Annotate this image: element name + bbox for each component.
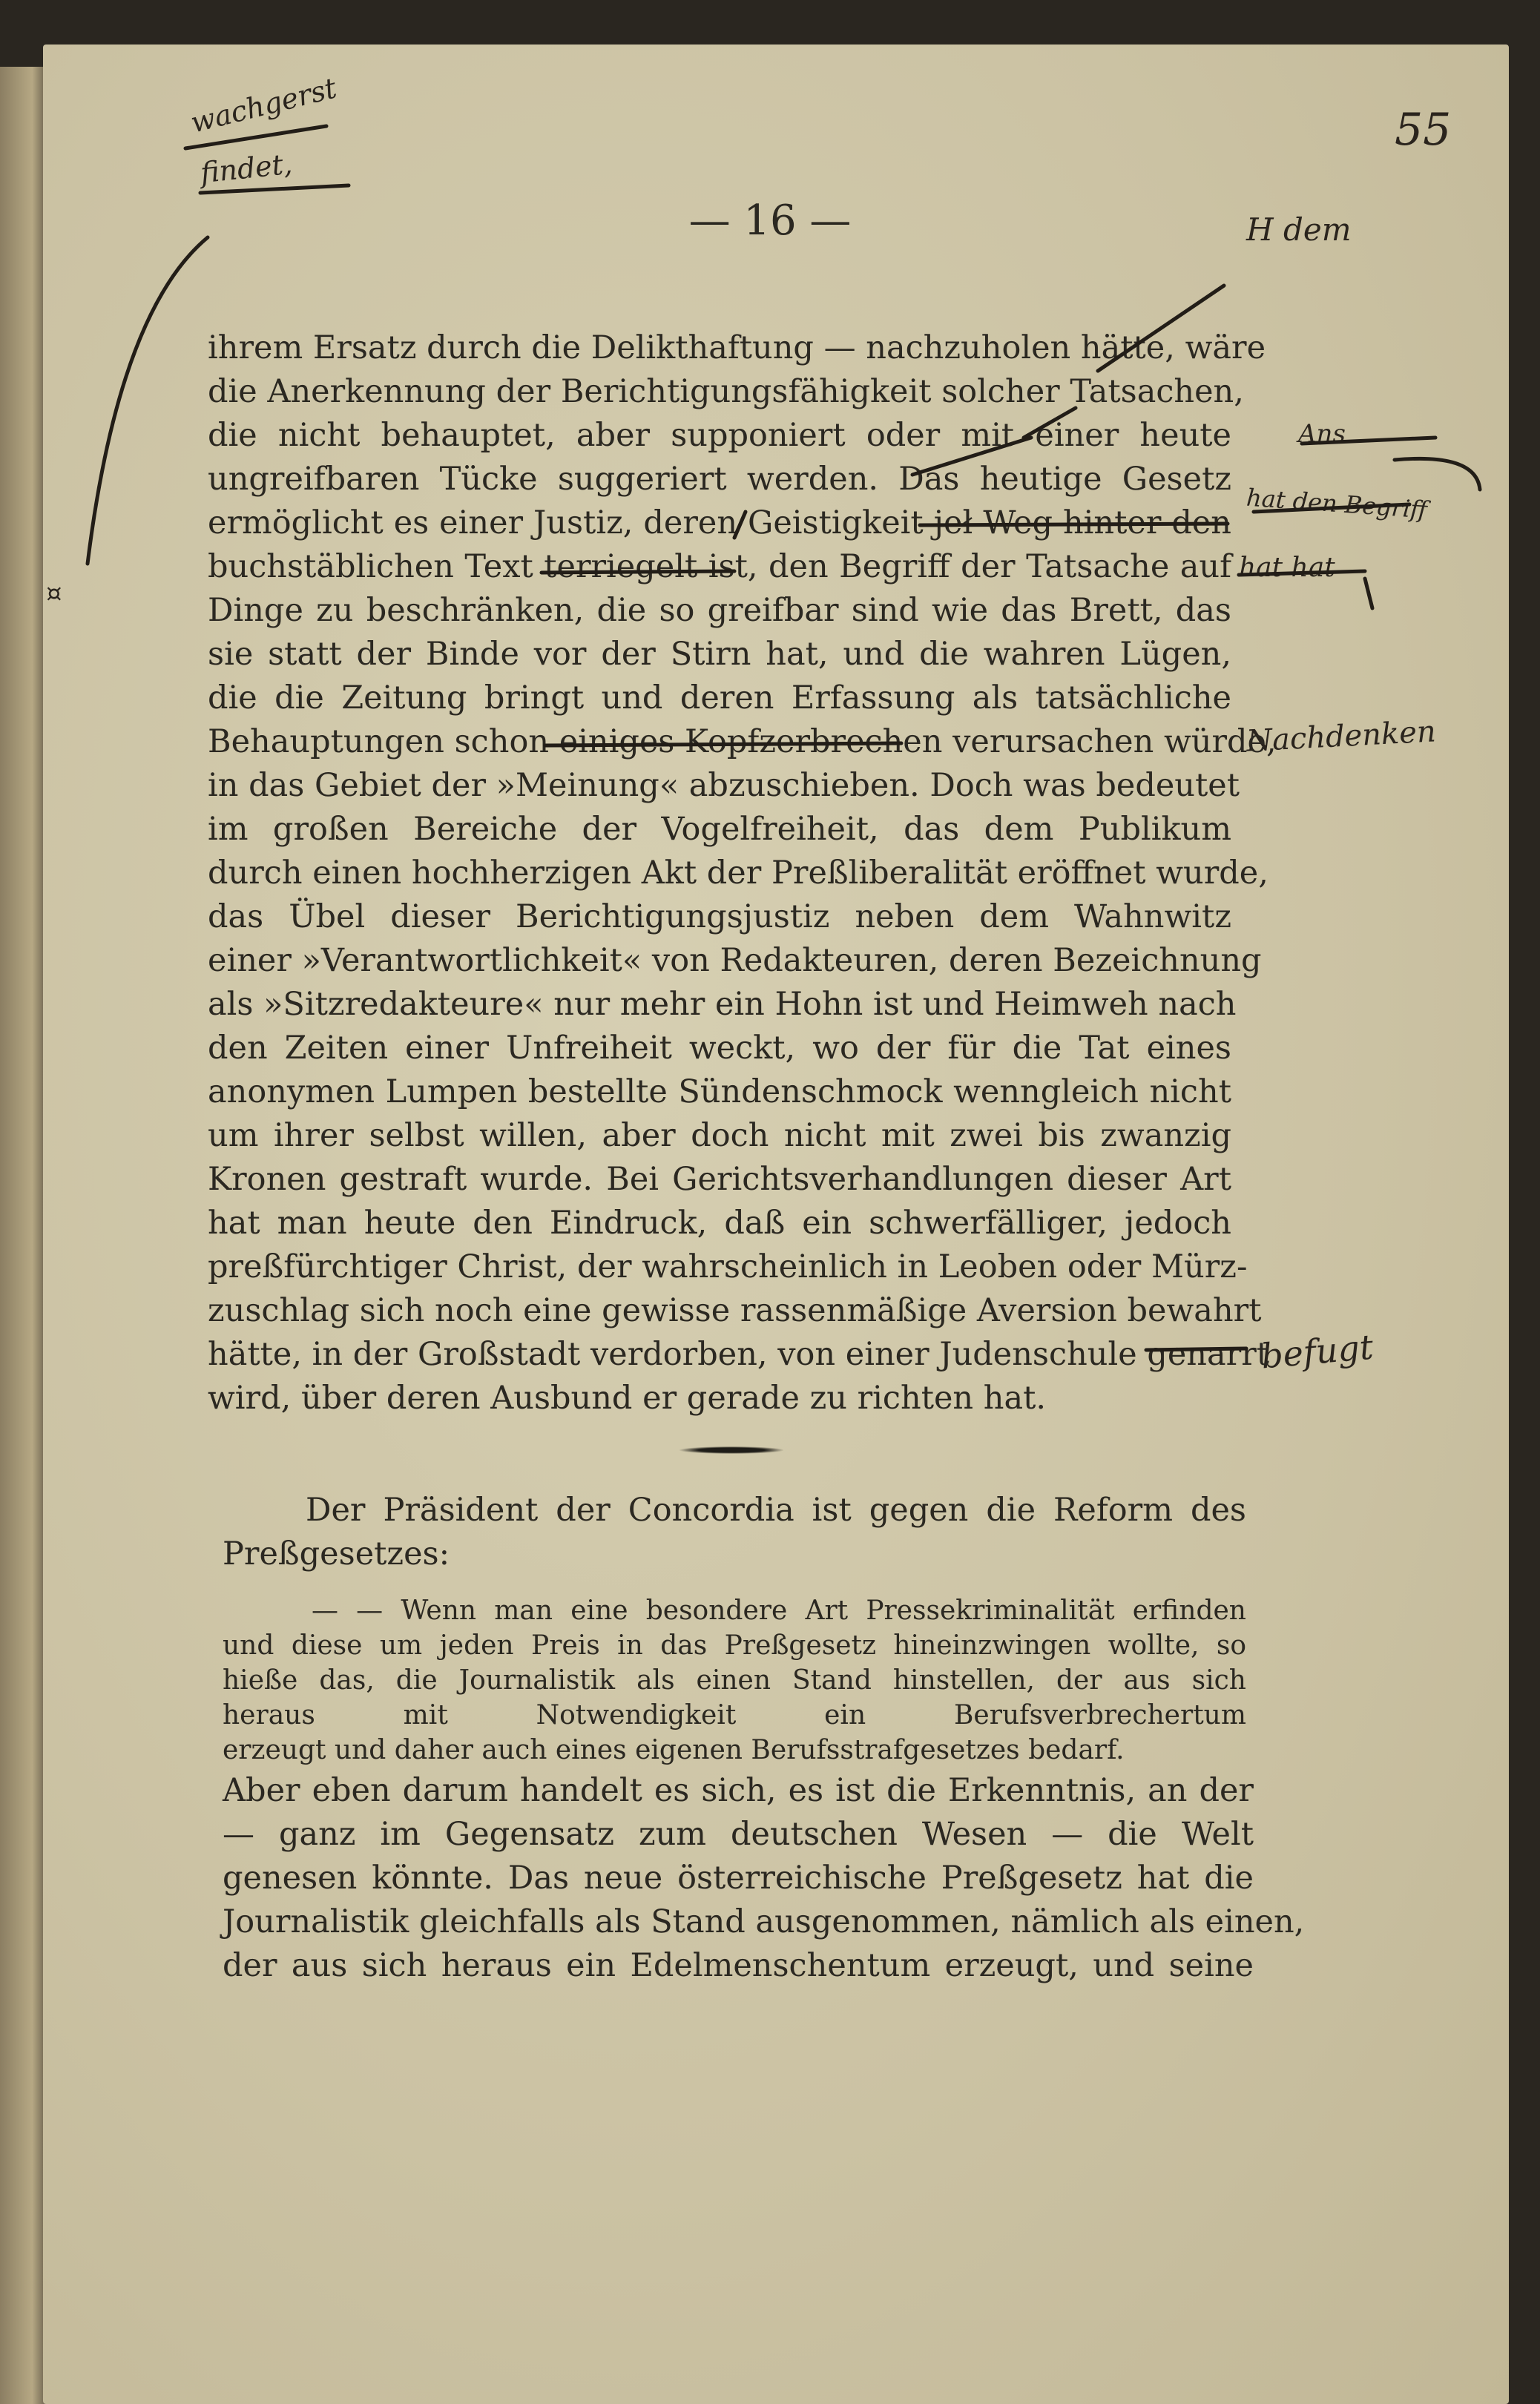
text-line: preßfürchtiger Christ, der wahrscheinlich in Leoben oder Mürz- — [208, 1248, 1248, 1285]
handwritten-margin-note-1: H dem — [1246, 211, 1352, 248]
text-line: in das Gebiet der »Meinung« abzuschieben. Doch was bedeutet — [208, 767, 1240, 804]
section-divider — [679, 1446, 783, 1454]
handwritten-margin-note-5: Nachdenken — [1245, 714, 1437, 759]
handwritten-left-mark: ¤ — [46, 579, 62, 608]
text-line: durch einen hochherzigen Akt der Preßliberalität eröffnet wurde, — [208, 854, 1268, 892]
handwritten-margin-note-2: Ans — [1298, 419, 1346, 449]
paragraph-3 — [223, 1769, 1305, 1988]
text-line: Aber eben darum handelt es sich, es ist die Erkenntnis, an der — [223, 1772, 1254, 1809]
text-line: der aus sich heraus ein Edelmenschentum erzeugt, und seine — [223, 1947, 1254, 1984]
text-line: den Zeiten einer Unfreiheit weckt, wo der für die Tat eines — [208, 1030, 1231, 1067]
text-line: — ganz im Gegensatz zum deutschen Wesen — die Welt — [223, 1816, 1254, 1853]
text-line: ungreifbaren Tücke suggeriert werden. Das heutige Gesetz — [208, 461, 1231, 498]
quote-line: und diese um jeden Preis in das Preßgesetz hineinzwingen wollte, so — [223, 1630, 1246, 1661]
paragraph-1 — [208, 326, 1277, 1420]
text-line: ermöglicht es einer Justiz, deren Geistigkeit jeł Weg hinter den — [208, 504, 1231, 541]
text-line: als »Sitzredakteure« nur mehr ein Hohn ist und Heimweh nach — [208, 986, 1237, 1023]
text-line: anonymen Lumpen bestellte Sündenschmock wenngleich nicht — [208, 1073, 1231, 1110]
paragraph-2 — [223, 1489, 1246, 1576]
quote-line: hieße das, die Journalistik als einen Stand hinstellen, der aus sich — [223, 1665, 1246, 1696]
text-line: hat man heute den Eindruck, daß ein schwerfälliger, jedoch — [208, 1205, 1231, 1242]
text-line: um ihrer selbst willen, aber doch nicht mit zwei bis zwanzig — [208, 1117, 1231, 1154]
quote-line: erzeugt und daher auch eines eigenen Berufsstrafgesetzes bedarf. — [223, 1735, 1125, 1765]
text-line: buchstäblichen Text terriegelt ist, den Begriff der Tatsache auf — [208, 548, 1231, 585]
text-line: einer »Verantwortlichkeit« von Redakteuren, deren Bezeichnung — [208, 942, 1262, 979]
handwritten-note-top-1: wachgerst — [187, 71, 340, 139]
block-quote — [223, 1593, 1246, 1768]
handwritten-margin-note-6: befugt — [1259, 1326, 1375, 1377]
text-line: Kronen gestraft wurde. Bei Gerichtsverhandlungen dieser Art — [208, 1161, 1231, 1198]
text-line: hätte, in der Großstadt verdorben, von einer Judenschule genarrt — [208, 1336, 1270, 1373]
text-line: wird, über deren Ausbund er gerade zu richten hat. — [208, 1380, 1047, 1417]
text-line: die die Zeitung bringt und deren Erfassung als tatsächliche — [208, 679, 1231, 717]
handwritten-folio-number: 55 — [1395, 104, 1452, 156]
page-number: — 16 — — [688, 197, 852, 245]
quote-line: heraus mit Notwendigkeit ein Berufsverbrechertum — [223, 1700, 1246, 1730]
quote-line: — — Wenn man eine besondere Art Pressekriminalität erfinden — [312, 1595, 1246, 1626]
text-line: genesen könnte. Das neue österreichische Preßgesetz hat die — [223, 1860, 1254, 1897]
book-binding — [0, 67, 46, 2404]
handwritten-margin-note-4: hat hat — [1239, 553, 1335, 583]
text-line: Dinge zu beschränken, die so greifbar sind wie das Brett, das — [208, 592, 1231, 629]
text-line: im großen Bereiche der Vogelfreiheit, das dem Publikum — [208, 811, 1231, 848]
text-line: die nicht behauptet, aber supponiert oder mit einer heute — [208, 417, 1231, 454]
text-line: die Anerkennung der Berichtigungsfähigkeit solcher Tatsachen, — [208, 373, 1244, 410]
text-line: Journalistik gleichfalls als Stand ausgenommen, nämlich als einen, — [223, 1903, 1305, 1940]
handwritten-margin-note-3: hat den Begriff — [1245, 483, 1429, 524]
text-line: zuschlag sich noch eine gewisse rassenmäßige Aversion bewahrt — [208, 1292, 1262, 1329]
text-line: ihrem Ersatz durch die Delikthaftung — nachzuholen hätte, wäre — [208, 329, 1266, 366]
text-line: Behauptungen schon einiges Kopfzerbrechen verursachen würde, — [208, 723, 1277, 760]
handwritten-note-top-2: findet, — [199, 147, 294, 190]
text-line: sie statt der Binde vor der Stirn hat, und die wahren Lügen, — [208, 636, 1231, 673]
text-line: Preßgesetzes: — [223, 1535, 450, 1573]
text-line: Der Präsident der Concordia ist gegen die Reform des — [306, 1492, 1246, 1529]
text-line: das Übel dieser Berichtigungsjustiz neben dem Wahnwitz — [208, 898, 1231, 935]
